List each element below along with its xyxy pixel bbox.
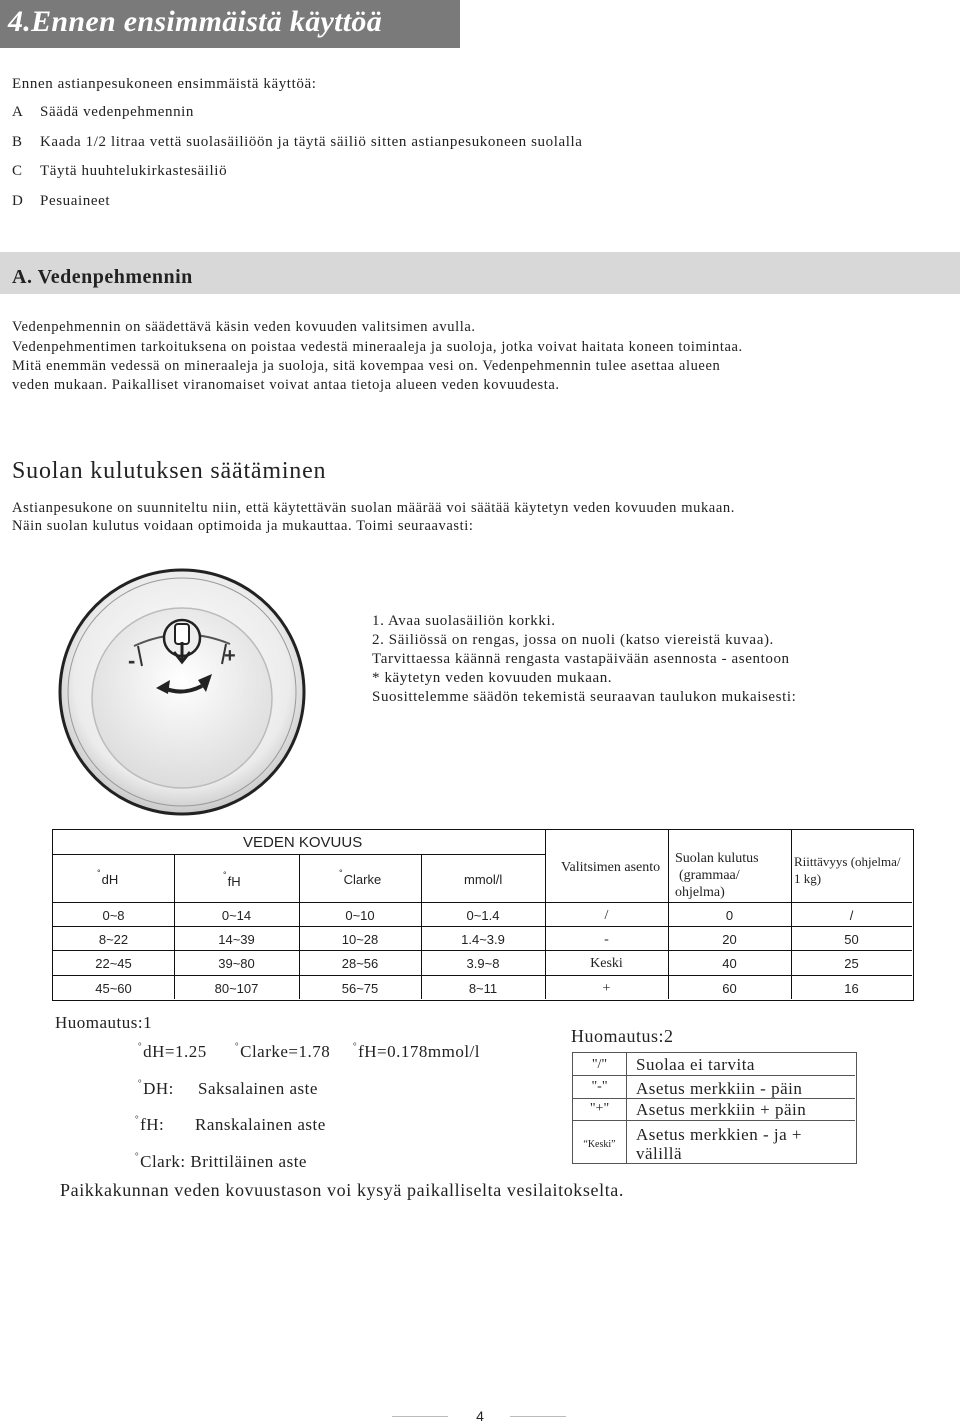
table-cell: 0 xyxy=(725,908,734,923)
table-cell: 60 xyxy=(722,981,737,996)
header-fh: °fH xyxy=(223,870,241,889)
note1-conv-clarke: °Clarke=1.78 xyxy=(235,1041,331,1061)
instruction-line: 2. Säiliössä on rengas, jossa on nuoli (katso viereistä kuvaa). xyxy=(372,632,774,648)
table-cell: 45~60 xyxy=(95,981,132,996)
table-cell: / xyxy=(849,908,854,923)
step-letter: A xyxy=(12,104,24,120)
step-text: Säädä vedenpehmennin xyxy=(40,104,195,120)
table-cell: 56~75 xyxy=(341,981,379,996)
salt-instructions xyxy=(372,612,796,707)
salt-dial-illustration xyxy=(56,564,308,825)
intro-text: Ennen astianpesukoneen ensimmäistä käyttöä: xyxy=(12,76,317,92)
dial-minus-label: - xyxy=(128,648,136,673)
page-title: 4.Ennen ensimmäistä käyttöä xyxy=(8,5,382,38)
step-c xyxy=(12,163,227,180)
table-cell: 8~22 xyxy=(98,932,129,947)
note2-value: Asetus merkkiin - päin xyxy=(636,1079,803,1098)
step-text: Pesuaineet xyxy=(40,193,111,209)
note1-clark: °Clark: Brittiläinen aste xyxy=(135,1151,307,1171)
table-cell: 39~80 xyxy=(218,956,255,971)
table-cell: 40 xyxy=(722,956,737,971)
instruction-line: 1. Avaa suolasäiliön korkki. xyxy=(372,613,556,629)
table-cell: 14~39 xyxy=(218,932,255,947)
header-mmol: mmol/l xyxy=(464,872,503,887)
section-a-line: Vedenpehmennin on säädettävä käsin veden kovuuden valitsimen avulla. xyxy=(12,319,476,335)
page-number: 4 xyxy=(476,1408,484,1424)
note2-table xyxy=(572,1052,857,1164)
note1-fh-key: °fH: xyxy=(135,1114,165,1134)
note1-conv-dh: °dH=1.25 xyxy=(138,1041,207,1061)
note1-fh-value: Ranskalainen aste xyxy=(195,1115,326,1134)
instruction-line: Tarvittaessa käännä rengasta vastapäivään asennosta - asentoon xyxy=(372,651,790,667)
step-letter: C xyxy=(12,163,23,179)
step-d xyxy=(12,193,110,210)
table-cell: 3.9~8 xyxy=(466,956,500,971)
note1-dh-value: Saksalainen aste xyxy=(198,1079,318,1098)
table-cell: 22~45 xyxy=(95,956,132,971)
note2-key: "-" xyxy=(591,1079,608,1094)
table-cell: 0~14 xyxy=(221,908,252,923)
header-sufficiency: Riittävyys (ohjelma/ 1 kg) xyxy=(794,854,901,886)
note1-dh-key: °DH: xyxy=(138,1078,174,1098)
section-a-bar xyxy=(0,252,960,294)
table-cell: 80~107 xyxy=(214,981,259,996)
note2-key: "+" xyxy=(589,1101,610,1116)
table-cell: 25 xyxy=(844,956,859,971)
table-cell: 20 xyxy=(722,932,737,947)
salt-line: Astianpesukone on suunniteltu niin, että käytettävän suolan määrää voi säätää käytetyn veden kovuuden mukaan. xyxy=(12,500,735,516)
table-cell: 8~11 xyxy=(468,981,498,996)
table-cell: 28~56 xyxy=(341,956,379,971)
header-salt-consumption: Suolan kulutus (grammaa/ ohjelma) xyxy=(675,851,759,900)
note1-title: Huomautus:1 xyxy=(55,1013,153,1032)
note2-value: Suolaa ei tarvita xyxy=(636,1055,755,1074)
header-selector-position: Valitsimen asento xyxy=(561,860,661,875)
step-text: Täytä huuhtelukirkastesäiliö xyxy=(40,163,228,179)
table-cell: 0~10 xyxy=(345,908,375,923)
footer-note: Paikkakunnan veden kovuustason voi kysyä paikalliselta vesilaitokselta. xyxy=(60,1180,624,1200)
table-cell: 0~8 xyxy=(102,908,125,923)
table-cell: 16 xyxy=(844,981,859,996)
header-dh: °dH xyxy=(97,868,119,887)
note2-key: “Keski” xyxy=(583,1139,616,1150)
table-cell: - xyxy=(604,932,609,947)
note1-conv-fh: °fH=0.178mmol/l xyxy=(353,1041,481,1061)
note2-value: Asetus merkkiin + päin xyxy=(636,1100,807,1119)
table-cell: 1.4~3.9 xyxy=(461,932,505,947)
section-a-heading: A. Vedenpehmennin xyxy=(12,266,193,288)
note2-key: "/" xyxy=(591,1057,608,1072)
step-b xyxy=(12,134,583,151)
header-clarke: °Clarke xyxy=(339,868,382,887)
table-cell: 50 xyxy=(844,932,859,947)
section-a-line: Mitä enemmän vedessä on mineraaleja ja suoloja, sitä kovempaa vesi on. Vedenpehmennin tulee asettaa alueen xyxy=(12,358,721,374)
salt-heading: Suolan kulutuksen säätäminen xyxy=(12,458,327,484)
title-bar xyxy=(0,0,460,48)
table-group-header: VEDEN KOVUUS xyxy=(243,834,363,851)
step-text: Kaada 1/2 litraa vettä suolasäiliöön ja täytä säiliö sitten astianpesukoneen suolalla xyxy=(40,134,583,150)
note2-value: Asetus merkkien - ja + välillä xyxy=(636,1125,802,1163)
step-letter: B xyxy=(12,134,23,150)
step-a xyxy=(12,104,194,121)
salt-line: Näin suolan kulutus voidaan optimoida ja mukauttaa. Toimi seuraavasti: xyxy=(12,518,474,534)
water-hardness-table xyxy=(52,829,914,1001)
dial-plus-label: + xyxy=(224,645,236,667)
instruction-line: * käytetyn veden kovuuden mukaan. xyxy=(372,670,613,686)
step-letter: D xyxy=(12,193,24,209)
instruction-line: Suosittelemme säädön tekemistä seuraavan taulukon mukaisesti: xyxy=(372,689,797,705)
note2-title: Huomautus:2 xyxy=(571,1026,674,1046)
table-cell: + xyxy=(602,981,611,996)
table-cell: Keski xyxy=(590,956,623,971)
section-a-line: Vedenpehmentimen tarkoituksena on poistaa vedestä mineraaleja ja suoloja, jotka voivat haitata koneen toimintaa. xyxy=(12,339,743,355)
table-cell: 0~1.4 xyxy=(466,908,500,923)
table-cell: / xyxy=(604,908,609,923)
table-cell: 10~28 xyxy=(341,932,379,947)
section-a-line: veden mukaan. Paikalliset viranomaiset voivat antaa tietoja alueen veden kovuudesta. xyxy=(12,377,560,393)
